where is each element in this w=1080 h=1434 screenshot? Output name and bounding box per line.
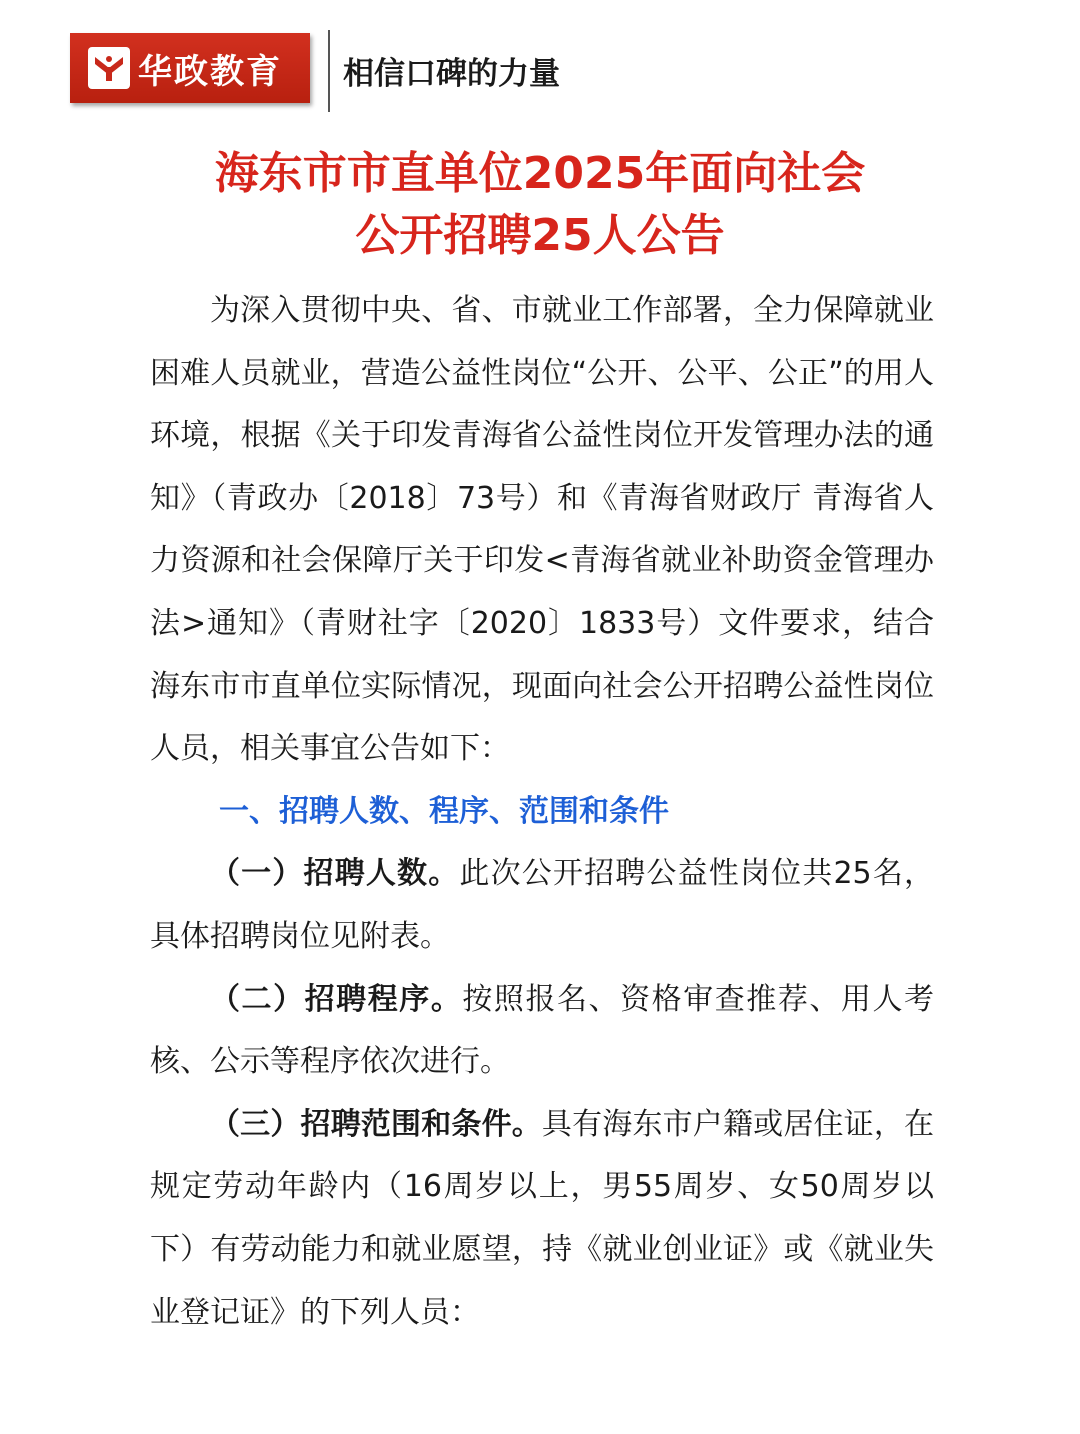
page-title <box>0 143 1080 267</box>
title-line-2: 公开招聘25人公告 <box>355 210 725 261</box>
intro-paragraph: 为深入贯彻中央、省、市就业工作部署，全力保障就业困难人员就业，营造公益性岗位“公开、公平、公正”的用人环境，根据《关于印发青海省公益性岗位开发管理办法的通知》（青政办〔2018〕73号）和《青海省财政厅 青海省人力资源和社会保障厅关于印发<青海省就业补助资金管理办法>通知》（青财社字〔2020〕1833号）文件要求，结合海东市市直单位实际情况，现面向社会公开招聘公益性岗位人员，相关事宜公告如下： <box>150 293 934 767</box>
item-label: （二）招聘程序。 <box>210 981 463 1017</box>
item-text: 按照报名、资格审查推荐、用人考核、公示等程序依次进行。 <box>150 981 935 1080</box>
header-divider <box>328 30 330 112</box>
brand-name: 华政教育 <box>138 51 282 92</box>
title-line-1: 海东市市直单位2025年面向社会 <box>214 148 866 199</box>
brand-logo <box>70 33 310 103</box>
list-item <box>150 969 934 1094</box>
slogan: 相信口碑的力量 <box>343 56 560 92</box>
item-text: 具有海东市户籍或居住证，在规定劳动年龄内（16周岁以上，男55周岁、女50周岁以下）有劳动能力和就业愿望，持《就业创业证》或《就业失业登记证》的下列人员： <box>150 1106 935 1330</box>
item-label: （一）招聘人数。 <box>210 856 460 892</box>
item-text: 此次公开招聘公益性岗位共25名，具体招聘岗位见附表。 <box>150 856 934 954</box>
section-heading: 一、招聘人数、程序、范围和条件 <box>219 793 669 829</box>
announcement-body <box>150 280 934 1344</box>
brand-emblem-icon <box>88 47 130 89</box>
item-label: （三）招聘范围和条件。 <box>210 1106 542 1142</box>
list-item <box>150 1094 934 1344</box>
header <box>0 0 1080 130</box>
list-item <box>150 843 934 968</box>
